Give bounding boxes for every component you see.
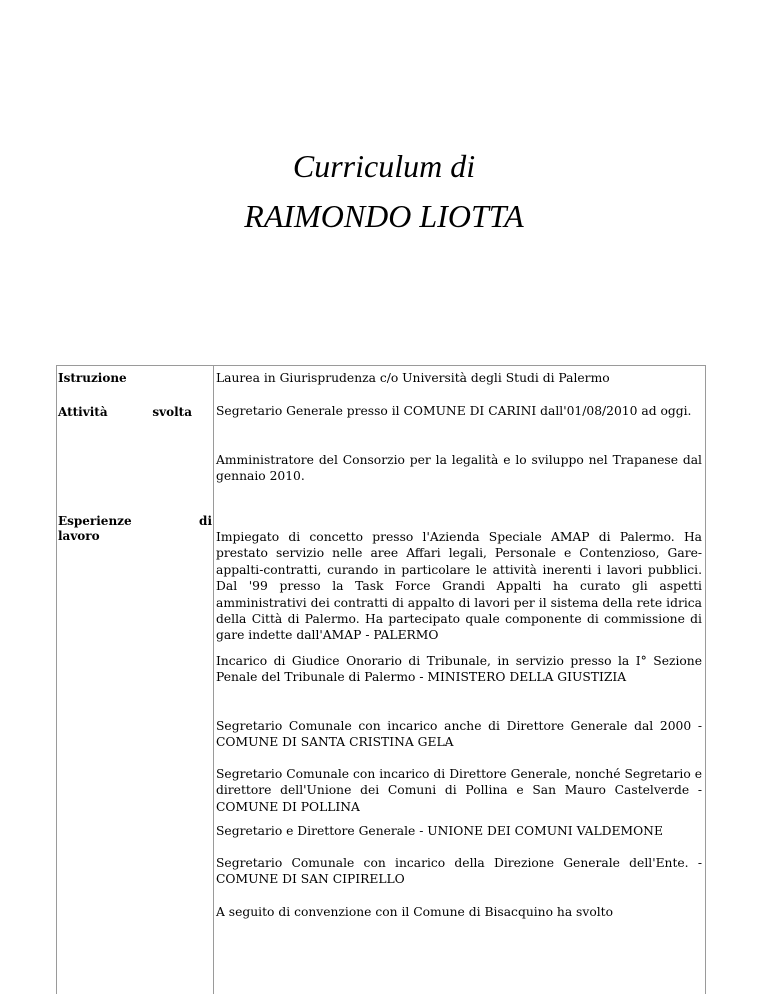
document-title-line-1: Curriculum di [292,148,476,184]
paragraph-esperienza-6: Segretario Comunale con incarico della Direzione Generale dell'Ente. - COMUNE DI SAN CIPIRELLO [216,856,702,887]
label-attivita-word-1: Attività [58,405,108,419]
paragraph-attivita-1: Segretario Generale presso il COMUNE DI CARINI dall'01/08/2010 ad oggi. [216,404,692,418]
label-istruzione: Istruzione [58,371,127,385]
label-attivita-svolta [58,405,192,419]
label-lavoro: lavoro [58,529,100,543]
table-column-divider [213,365,214,994]
paragraph-esperienza-5: Segretario e Direttore Generale - UNIONE DEI COMUNI VALDEMONE [216,824,663,838]
paragraph-esperienza-2: Incarico di Giudice Onorario di Tribunale, in servizio presso la I° Sezione Penale del Tribunale di Palermo - MINISTERO DELLA GIUSTIZIA [216,654,702,685]
paragraph-esperienza-1: Impiegato di concetto presso l'Azienda Speciale AMAP di Palermo. Ha prestato servizio nelle aree Affari legali, Personale e Contenzioso, Gare-appalti-contratti, curando in particolare le attività inerenti i lavori pubblici. Dal '99 presso la Task Force Grandi Appalti ha curato gli aspetti amministrativi dei contratti di appalto di lavori per il sistema della rete idrica della Città di Palermo. Ha partecipato quale componente di commissione di gare indette dall'AMAP - PALERMO [216,530,702,643]
document-title-name: RAIMONDO LIOTTA [244,198,524,234]
paragraph-istruzione: Laurea in Giurisprudenza c/o Università degli Studi di Palermo [216,371,610,385]
label-esperienze-word-2: di [199,514,212,528]
label-esperienze-word-1: Esperienze [58,514,132,528]
label-attivita-word-2: svolta [152,405,192,419]
table-right-border [705,365,706,994]
paragraph-esperienza-4: Segretario Comunale con incarico di Direttore Generale, nonché Segretario e direttore dell'Unione dei Comuni di Pollina e San Mauro Castelverde - COMUNE DI POLLINA [216,767,702,814]
paragraph-attivita-2: Amministratore del Consorzio per la legalità e lo sviluppo nel Trapanese dal gennaio 2010. [216,453,702,484]
label-esperienze-di [58,514,212,528]
paragraph-esperienza-3: Segretario Comunale con incarico anche di Direttore Generale dal 2000 - COMUNE DI SANTA CRISTINA GELA [216,719,702,750]
paragraph-esperienza-7: A seguito di convenzione con il Comune di Bisacquino ha svolto [216,905,614,919]
